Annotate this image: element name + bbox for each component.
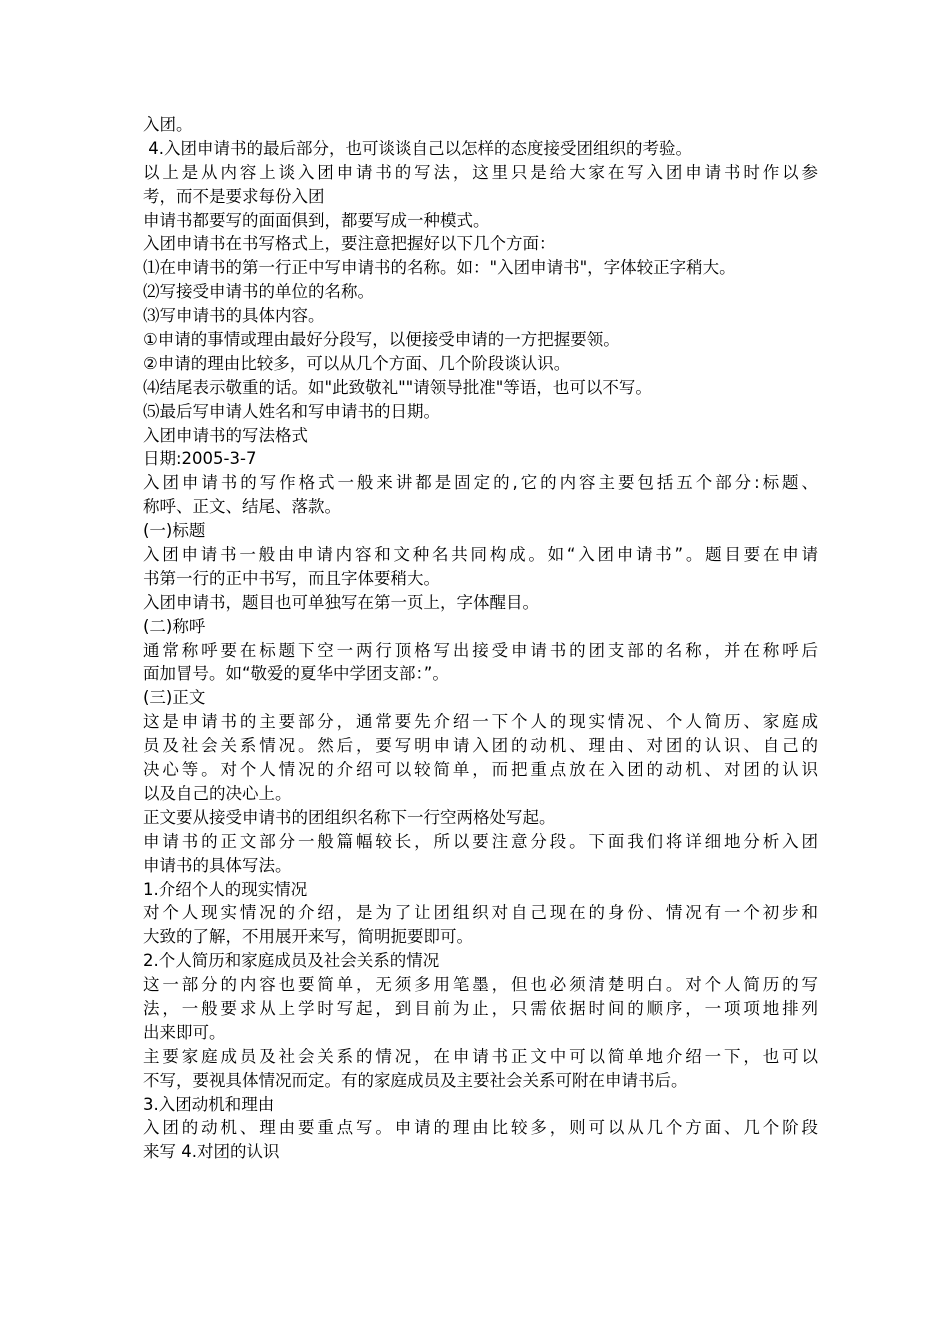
text-line: ①申请的事情或理由最好分段写，以便接受申请的一方把握要领。: [143, 330, 620, 350]
text-line: 这一部分的内容也要简单，无须多用笔墨，但也必须清楚明白。对个人简历的写: [143, 975, 818, 995]
text-line: 入团申请书，题目也可单独写在第一页上，字体醒目。: [143, 592, 539, 612]
text-line: 大致的了解，不用展开来写，简明扼要即可。: [143, 927, 473, 947]
text-line: ⑷结尾表示敬重的话。如"此致敬礼""请领导批准"等语，也可以不写。: [143, 377, 652, 397]
subheading: (一)标题: [143, 521, 206, 541]
text-line: ②申请的理由比较多，可以从几个方面、几个阶段谈认识。: [143, 353, 571, 373]
text-line: 考，而不是要求每份入团: [143, 186, 325, 206]
text-line: 出来即可。: [143, 1022, 226, 1042]
subheading: (二)称呼: [143, 616, 206, 636]
text-line: ⑸最后写申请人姓名和写申请书的日期。: [143, 401, 440, 421]
text-line: 这是申请书的主要部分，通常要先介绍一下个人的现实情况、个人简历、家庭成: [143, 712, 818, 732]
text-line: 法，一般要求从上学时写起，到目前为止，只需依据时间的顺序，一项项地排列: [143, 998, 818, 1018]
text-line: 决心等。对个人情况的介绍可以较简单，而把重点放在入团的动机、对团的认识: [143, 760, 818, 780]
subheading: (三)正文: [143, 688, 206, 708]
text-line: 书第一行的正中书写，而且字体要稍大。: [143, 568, 440, 588]
text-line: ⑵写接受申请书的单位的名称。: [143, 282, 374, 302]
subheading: 2.个人简历和家庭成员及社会关系的情况: [143, 951, 440, 971]
text-line: 对个人现实情况的介绍，是为了让团组织对自己现在的身份、情况有一个初步和: [143, 903, 818, 923]
text-line: ⑶写申请书的具体内容。: [143, 306, 325, 326]
text-line: 申请书都要写的面面俱到，都要写成一种模式。: [143, 210, 490, 230]
text-line: 以上是从内容上谈入团申请书的写法，这里只是给大家在写入团申请书时作以参: [143, 162, 818, 182]
subheading: 1.介绍个人的现实情况: [143, 879, 308, 899]
text-line: 通常称呼要在标题下空一两行顶格写出接受申请书的团支部的名称，并在称呼后: [143, 640, 818, 660]
text-line: 正文要从接受申请书的团组织名称下一行空两格处写起。: [143, 807, 556, 827]
text-line: 入团。: [143, 115, 193, 134]
text-line: 主要家庭成员及社会关系的情况，在申请书正文中可以简单地介绍一下，也可以: [143, 1046, 818, 1066]
text-line: 申请书的具体写法。: [143, 855, 292, 875]
text-line: 不写，要视具体情况而定。有的家庭成员及主要社会关系可附在申请书后。: [143, 1070, 688, 1090]
date-line: 日期:2005-3-7: [143, 449, 257, 469]
subheading: 3.入团动机和理由: [143, 1094, 275, 1114]
text-line: ⑴在申请书的第一行正中写申请书的名称。如："入团申请书"，字体较正字稍大。: [143, 258, 736, 278]
text-line: 申请书的正文部分一般篇幅较长，所以要注意分段。下面我们将详细地分析入团: [143, 831, 818, 851]
text-line: 员及社会关系情况。然后，要写明申请入团的动机、理由、对团的认识、自己的: [143, 736, 818, 756]
text-line: 面加冒号。如“敬爱的夏华中学团支部：”。: [143, 664, 449, 684]
text-line: 入团申请书的写作格式一般来讲都是固定的,它的内容主要包括五个部分:标题、: [143, 473, 818, 493]
text-line: 称呼、正文、结尾、落款。: [143, 497, 341, 517]
text-line: 入团申请书一般由申请内容和文种名共同构成。如“入团申请书”。题目要在申请: [143, 545, 818, 565]
text-line: 入团的动机、理由要重点写。申请的理由比较多，则可以从几个方面、几个阶段: [143, 1118, 818, 1138]
section-heading: 入团申请书的写法格式: [143, 425, 308, 445]
text-line: 来写 4.对团的认识: [143, 1142, 280, 1162]
text-line: 4.入团申请书的最后部分，也可谈谈自己以怎样的态度接受团组织的考验。: [143, 138, 692, 158]
text-line: 以及自己的决心上。: [143, 783, 292, 803]
text-line: 入团申请书在书写格式上，要注意把握好以下几个方面：: [143, 234, 556, 254]
document-page: [143, 113, 818, 1164]
